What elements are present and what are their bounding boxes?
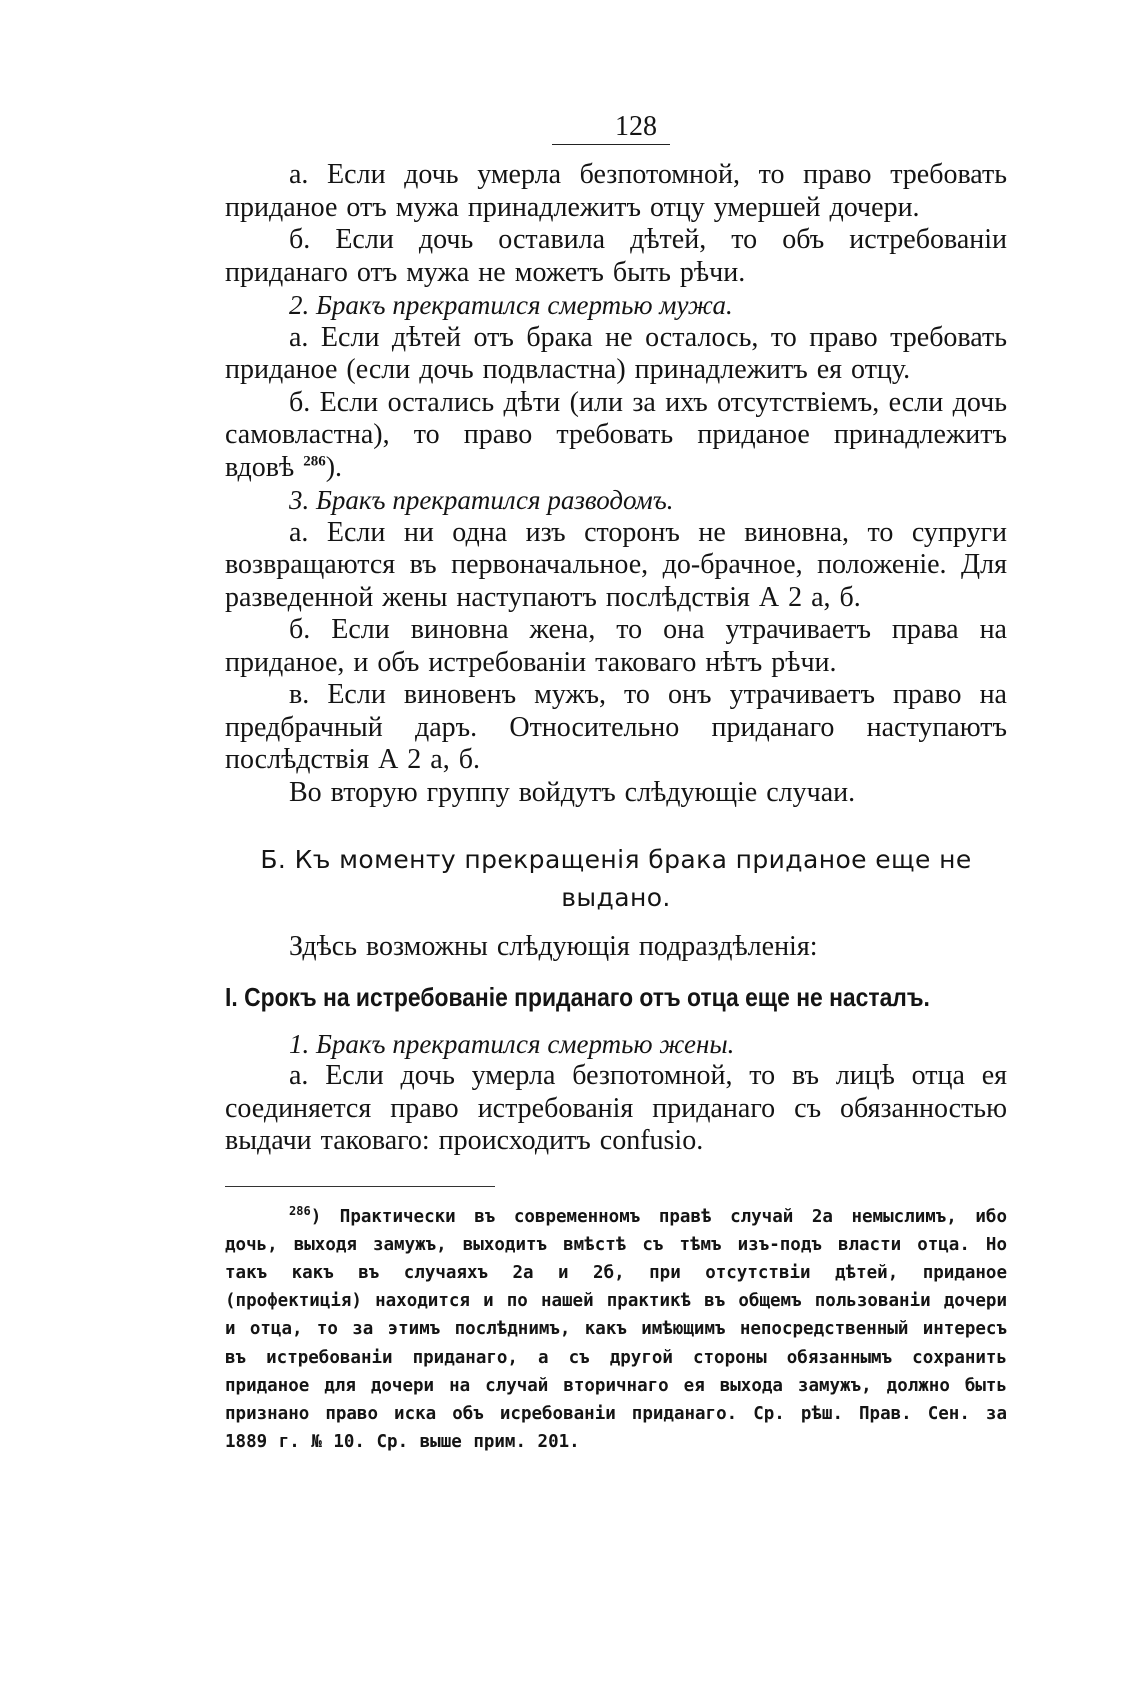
subheading-divorce: 3. Бракъ прекратился разводомъ. — [289, 485, 674, 515]
paragraph-subdivisions-intro: Здѣсь возможны слѣдующія подраздѣленія: — [289, 931, 818, 962]
page-number: 128 — [615, 111, 657, 142]
paragraph-end: ). — [325, 451, 343, 483]
footnote-reference: 286 — [303, 453, 326, 470]
paragraph-v-husband-at-fault: в. Если виновенъ мужъ, то онъ утрачиваетъ право на предбрачный даръ. Относительно приданаго наступаютъ послѣдствія А 2 а, б. — [225, 679, 1007, 775]
footnote-text: ) Практически въ современномъ правѣ случай 2а немыслимъ, ибо дочь, выходя замужъ, выходитъ вмѣстѣ съ тѣмъ изъ-подъ власти отца. Но такъ какъ въ случаяхъ 2а и 2б, при отсутствіи дѣтей, приданое (профектиція) находится и по нашей практикѣ въ общемъ пользованіи дочери и отца, то за этимъ послѣднимъ, какъ имѣющимъ непосредственный интересъ въ истребованіи приданаго, а съ другой стороны обязаннымъ сохранить приданое для дочери на случай вторичнаго ея выхода замужъ, должно быть признано право иска объ исребованіи приданаго. Ср. рѣш. Прав. Сен. за 1889 г. № 10. Ср. выше прим. 201. — [225, 1206, 1007, 1453]
section-b-heading-line2: выдано. — [561, 883, 671, 912]
document-page — [225, 112, 1007, 1456]
paragraph-b-children-remained — [225, 387, 1007, 485]
section-b-heading — [225, 841, 1007, 917]
page-number-rule — [552, 144, 670, 145]
paragraph-text: б. Если остались дѣти (или за ихъ отсутствіемъ, если дочь самовластна), то право требовать приданое принадлежитъ вдовѣ — [225, 386, 1007, 483]
paragraph-b-daughter-children: б. Если дочь оставила дѣтей, то объ истребованіи приданаго отъ мужа не можетъ быть рѣчи. — [225, 224, 1007, 288]
subheading-death-of-wife: 1. Бракъ прекратился смертью жены. — [289, 1028, 735, 1059]
subheading-death-of-husband: 2. Бракъ прекратился смертью мужа. — [289, 290, 733, 320]
paragraph-a-no-children: а. Если дѣтей отъ брака не осталось, то право требовать приданое (если дочь подвластна) принадлежитъ ея отцу. — [225, 321, 1007, 385]
footnote-separator — [225, 1186, 495, 1187]
paragraph-second-group: Во вторую группу войдутъ слѣдующіе случаи. — [289, 776, 856, 808]
paragraph-a-no-fault: а. Если ни одна изъ сторонъ не виновна, то супруги возвращаются въ первоначальное, до-брачное, положеніе. Для разведенной жены наступаютъ послѣдствія А 2 а, б. — [225, 516, 1007, 613]
heading-term-not-arrived: I. Срокъ на истребованіе приданаго отъ отца еще не насталъ. — [225, 981, 930, 1012]
footnote-marker: 286 — [289, 1203, 311, 1218]
paragraph-confusio: а. Если дочь умерла безпотомной, то въ лицѣ отца ея соединяется право истребованія приданаго съ обязанностью выдачи таковаго: происходитъ confusio. — [225, 1060, 1007, 1156]
paragraph-a-daughter-childless: а. Если дочь умерла безпотомной, то право требовать приданое отъ мужа принадлежитъ отцу умершей дочери. — [225, 159, 1007, 223]
section-b-heading-line1: Б. Къ моменту прекращенія брака приданое еще не — [260, 845, 972, 874]
paragraph-b-wife-at-fault: б. Если виновна жена, то она утрачиваетъ права на приданое, и объ истребованіи таковаго нѣтъ рѣчи. — [225, 614, 1007, 678]
footnote-286 — [225, 1203, 1007, 1457]
